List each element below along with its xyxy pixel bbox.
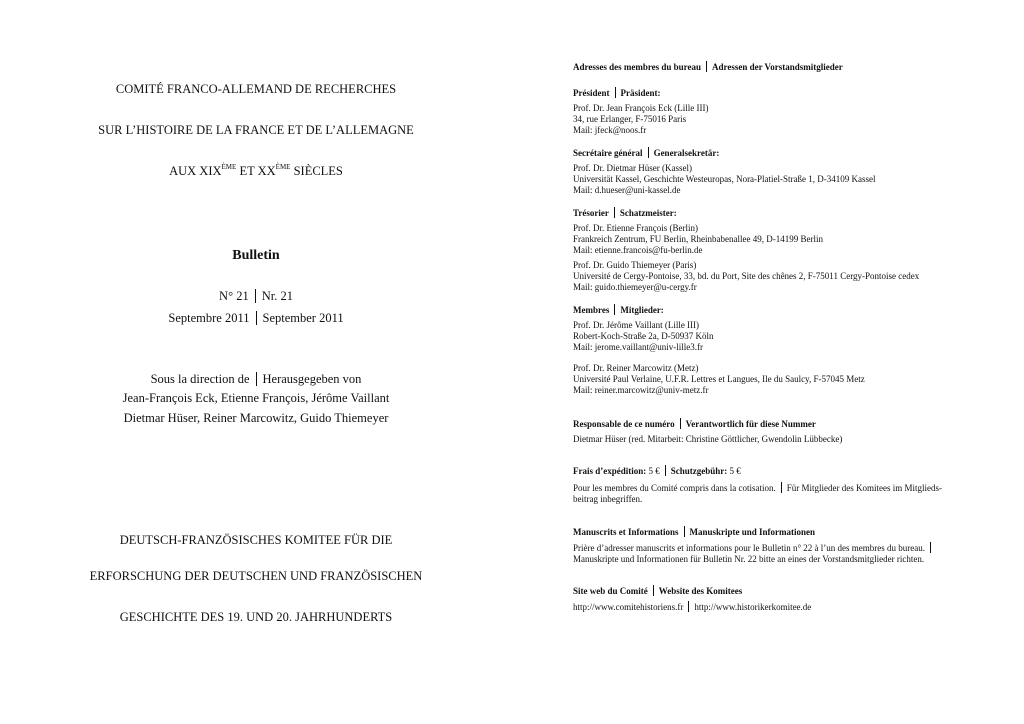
fees-text: Pour les membres du Comité compris dans la cotisation. Für Mitglieder des Komitees im Mitglieds- beitrag inbegriffen. — [573, 483, 942, 504]
german-title-line-3: GESCHICHTE DES 19. UND 20. JAHRHUNDERTS — [119, 610, 393, 624]
manuscripts-heading: Manuscrits et Informations Manuskripte und Informationen — [573, 527, 816, 537]
treasurer-heading: Trésorier Schatzmeister: — [573, 208, 677, 218]
website-heading: Site web du Comité Website des Komitees — [573, 586, 743, 596]
website-link-de[interactable]: http://www.historikerkomitee.de — [694, 602, 812, 612]
addresses-heading: Adresses des membres du bureau Adressen der Vorstandsmitglieder — [573, 62, 843, 72]
german-title-line-1: DEUTSCH-FRANZÖSISCHES KOMITEE FÜR DIE — [119, 533, 393, 547]
secretary-address: Prof. Dr. Dietmar Hüser (Kassel) Universität Kassel, Geschichte Westeuropas, Nora-Platiel-Straße 1, D-34109 Kassel Mail: d.hueser@uni-kassel.de — [573, 163, 993, 196]
title-line-3: AUX XIXÈME ET XXÈME SIÈCLES — [169, 163, 343, 178]
member-address-1: Prof. Dr. Jérôme Vaillant (Lille III) Robert-Koch-Straße 2a, D-50937 Köln Mail: jerome.vaillant@univ-lille3.fr — [573, 320, 714, 352]
president-heading: Président Präsident: — [573, 88, 661, 98]
treasurer-address-2: Prof. Dr. Guido Thiemeyer (Paris) Université de Cergy-Pontoise, 33, bd. du Port, Site des chênes 2, F-75011 Cergy-Pontoise cedex Mail: guido.thiemeyer@u-cergy.fr — [573, 260, 920, 292]
right-page — [573, 0, 993, 724]
member-address-2: Prof. Dr. Reiner Marcowitz (Metz) Université Paul Verlaine, U.F.R. Lettres et Langues, Ile du Saulcy, F-57045 Metz Mail: reiner.marcowitz@univ-metz.fr — [573, 363, 865, 395]
fees-heading: Frais d’expédition: 5 € Schutzgebühr: 5 € — [573, 466, 741, 476]
responsible-text: Dietmar Hüser (red. Mitarbeit: Christine Göttlicher, Gwendolin Lübbecke) — [573, 434, 843, 444]
title-line-1: COMITÉ FRANCO-ALLEMAND DE RECHERCHES — [115, 82, 397, 96]
responsible-heading: Responsable de ce numéro Verantwortlich für diese Nummer — [573, 419, 816, 429]
editors-line-2: Dietmar Hüser, Reiner Marcowitz, Guido Thiemeyer — [123, 411, 389, 425]
direction-line: Sous la direction de Herausgegeben von — [150, 372, 362, 386]
president-address: Prof. Dr. Jean François Eck (Lille III) 34, rue Erlanger, F-75016 Paris Mail: jfeck@noos.fr — [573, 103, 993, 136]
website-links — [573, 601, 993, 613]
treasurer-address-1: Prof. Dr. Etienne François (Berlin) Frankreich Zentrum, FU Berlin, Rheinbabenallee 49, D-14199 Berlin Mail: etienne.francois@fu-berlin.de — [573, 223, 823, 255]
issue-number: N° 21 Nr. 21 — [219, 289, 293, 303]
website-link-fr[interactable]: http://www.comitehistoriens.fr — [573, 602, 684, 612]
title-line-2: SUR L’HISTOIRE DE LA FRANCE ET DE L’ALLEMAGNE — [98, 123, 414, 137]
secretary-mail: Mail: d.hueser@uni-kassel.de — [573, 185, 681, 195]
issue-date: Septembre 2011 September 2011 — [168, 311, 344, 325]
president-mail: Mail: jfeck@noos.fr — [573, 125, 647, 135]
bulletin-title: Bulletin — [232, 248, 280, 263]
german-title-line-2: ERFORSCHUNG DER DEUTSCHEN UND FRANZÖSISCHEN — [89, 569, 423, 583]
secretary-heading: Secrétaire général Generalsekretär: — [573, 148, 720, 158]
manuscripts-text: Prière d’adresser manuscrits et informations pour le Bulletin n° 22 à l’un des membres du bureau. Manuskripte und Informationen für Bulletin Nr. 22 bitte an eines der Vorstandsmitglieder richten. — [573, 542, 993, 565]
editors-line-1: Jean-François Eck, Etienne François, Jérôme Vaillant — [122, 391, 390, 405]
members-heading: Membres Mitglieder: — [573, 305, 664, 315]
